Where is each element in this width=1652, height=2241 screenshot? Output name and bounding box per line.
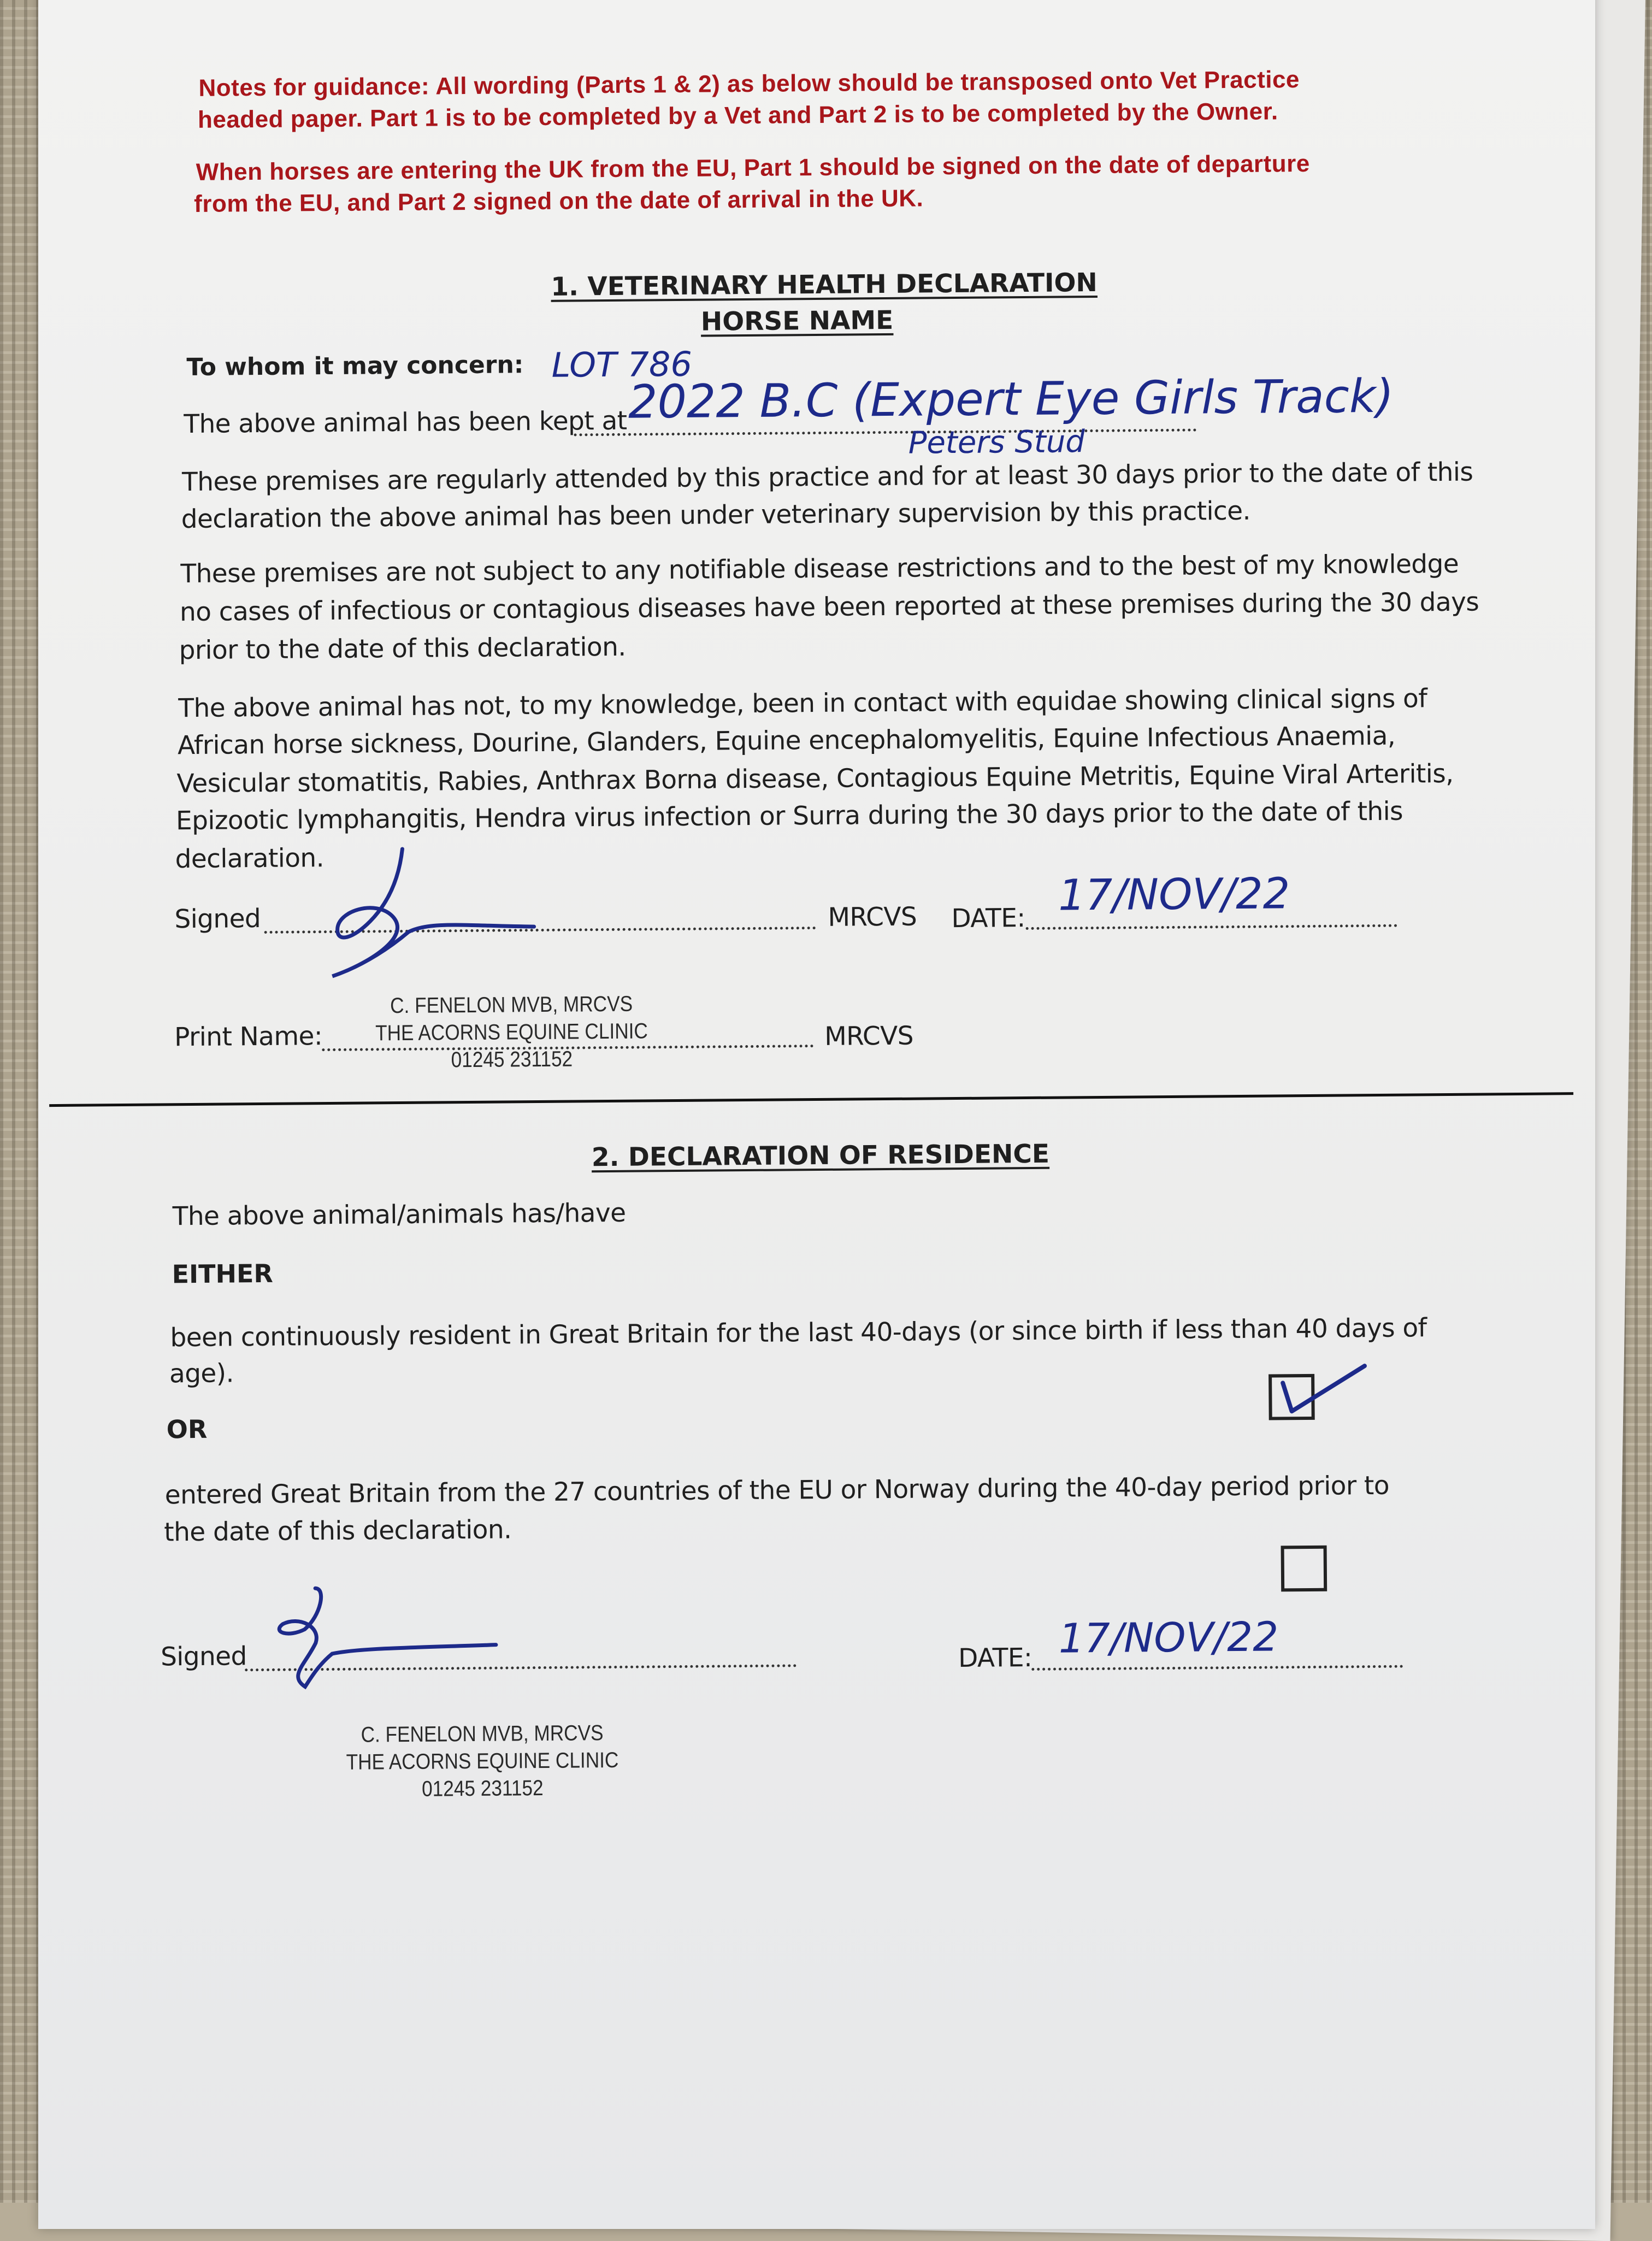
option2-line1: entered Great Britain from the 27 countries of the EU or Norway during the 40-day period prior to <box>164 1470 1390 1511</box>
stamp-phone: 01245 231152 <box>421 1776 544 1801</box>
guidance-line-4: from the EU, and Part 2 signed on the date of arrival in the UK. <box>193 185 924 217</box>
stamp-name: C. FENELON MVB, MRCVS <box>361 1721 604 1747</box>
option1-line2: age). <box>169 1358 234 1389</box>
para3-line2: African horse sickness, Dourine, Glanders, Equine encephalomyelitis, Equine Infectious Anaemia, <box>177 721 1396 761</box>
stamp-clinic: THE ACORNS EQUINE CLINIC <box>346 1748 619 1774</box>
part2-signature <box>266 1576 508 1698</box>
para2-line2: no cases of infectious or contagious diseases have been reported at these premises during the 30 days <box>179 587 1479 628</box>
part1-signature <box>304 838 556 988</box>
either-label: EITHER <box>172 1258 274 1289</box>
guidance-line-1: Notes for guidance: All wording (Parts 1 & 2) as below should be transposed onto Vet Practice <box>198 66 1300 102</box>
or-label: OR <box>166 1414 208 1444</box>
option1-checkbox[interactable] <box>1268 1374 1315 1420</box>
kept-at-handwritten-2: Peters Stud <box>908 424 1085 461</box>
section-divider <box>49 1092 1573 1107</box>
option2-checkbox[interactable] <box>1281 1546 1328 1592</box>
stamp-phone: 01245 231152 <box>451 1047 573 1072</box>
part2-intro: The above animal/animals has/have <box>172 1198 626 1232</box>
part1-stamp <box>375 990 648 1074</box>
stamp-name: C. FENELON MVB, MRCVS <box>390 992 633 1018</box>
para1-line2: declaration the above animal has been under veterinary supervision by this practice. <box>181 496 1251 535</box>
part2-signed-label: Signed <box>160 1641 247 1672</box>
to-whom-label: To whom it may concern: <box>186 351 524 382</box>
para3-line1: The above animal has not, to my knowledge, been in contact with equidae showing clinical signs of <box>178 683 1427 724</box>
part1-date-handwritten: 17/NOV/22 <box>1058 869 1290 921</box>
para3-line5: declaration. <box>175 843 324 875</box>
horse-name-handwritten: LOT 786 <box>551 344 693 385</box>
guidance-line-3: When horses are entering the UK from the EU, Part 1 should be signed on the date of departure <box>196 150 1310 186</box>
option2-line2: the date of this declaration. <box>164 1514 512 1548</box>
option1-line1: been continuously resident in Great Britain for the last 40-days (or since birth if less than 40 days of <box>170 1313 1427 1353</box>
stamp-clinic: THE ACORNS EQUINE CLINIC <box>375 1019 648 1046</box>
kept-at-dotted-line <box>574 429 1197 437</box>
part2-stamp <box>346 1719 619 1803</box>
part1-date-label: DATE: <box>951 903 1025 934</box>
part1-mrcvs-label: MRCVS <box>828 901 917 933</box>
part1-date-line <box>1026 924 1397 930</box>
para3-line4: Epizootic lymphangitis, Hendra virus infection or Surra during the 30 days prior to the date of this <box>175 796 1403 836</box>
part1-subtitle: HORSE NAME <box>700 305 894 337</box>
print-name-mrcvs: MRCVS <box>824 1021 914 1052</box>
para3-line3: Vesicular stomatitis, Rabies, Anthrax Borna disease, Contagious Equine Metritis, Equine Viral Arteritis, <box>176 758 1454 799</box>
para1-line1: These premises are regularly attended by this practice and for at least 30 days prior to the date of this <box>181 457 1473 498</box>
part1-title: 1. VETERINARY HEALTH DECLARATION <box>551 267 1098 302</box>
part2-date-label: DATE: <box>958 1642 1032 1674</box>
guidance-line-2: headed paper. Part 1 is to be completed by a Vet and Part 2 is to be completed by the Owner. <box>197 98 1278 133</box>
part1-signed-label: Signed <box>174 904 261 935</box>
checkmark-icon <box>1272 1360 1371 1421</box>
part2-date-line <box>1031 1665 1403 1671</box>
kept-at-label: The above animal has been kept at <box>184 405 627 440</box>
part2-title: 2. DECLARATION OF RESIDENCE <box>591 1139 1050 1173</box>
part2-date-handwritten: 17/NOV/22 <box>1058 1613 1279 1662</box>
kept-at-handwritten: 2022 B.C (Expert Eye Girls Track) <box>628 369 1394 429</box>
print-name-label: Print Name: <box>174 1021 323 1053</box>
para2-line3: prior to the date of this declaration. <box>179 632 626 666</box>
para2-line1: These premises are not subject to any notifiable disease restrictions and to the best of my knowledge <box>180 549 1459 589</box>
